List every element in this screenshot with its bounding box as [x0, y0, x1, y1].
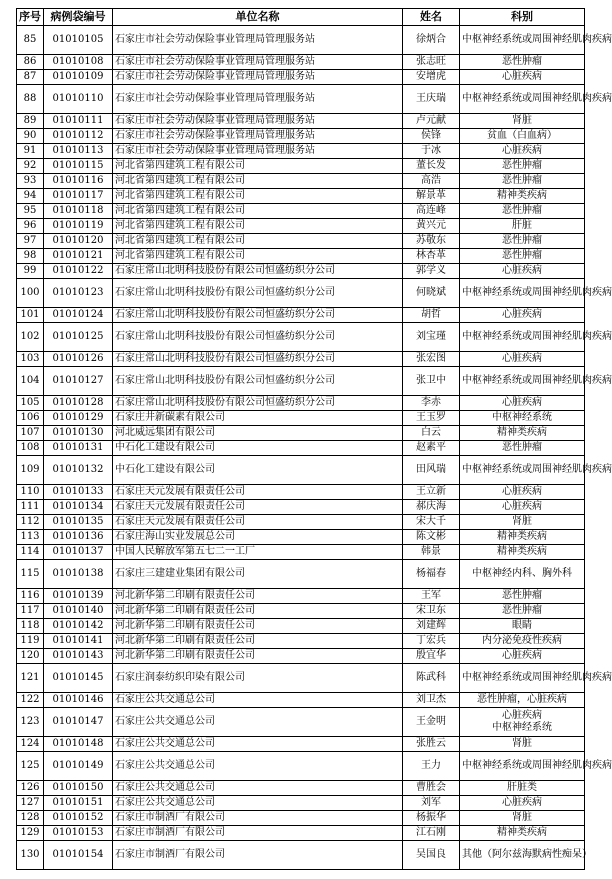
table-row — [17, 249, 585, 264]
department-category: 恶性肿瘤 — [460, 159, 585, 174]
employer-name: 石家庄公共交通总公司 — [113, 752, 403, 781]
employer-name: 石家庄市制酒厂有限公司 — [113, 826, 403, 841]
employer-name: 石家庄常山北明科技股份有限公司恒盛纺织分公司 — [113, 264, 403, 279]
person-name: 张志旺 — [403, 55, 460, 70]
table-row — [17, 55, 585, 70]
case-bag-number: 01010125 — [44, 323, 113, 352]
row-number: 107 — [17, 426, 44, 441]
department-category: 恶性肿瘤 — [460, 204, 585, 219]
table-row — [17, 708, 585, 737]
row-number: 128 — [17, 811, 44, 826]
employer-name: 石家庄市社会劳动保险事业管理局管理服务站 — [113, 85, 403, 114]
table-row — [17, 545, 585, 560]
table-row — [17, 308, 585, 323]
department-category: 肝脏 — [460, 219, 585, 234]
employer-name: 河北新华第二印刷有限责任公司 — [113, 619, 403, 634]
person-name: 宋大千 — [403, 515, 460, 530]
employer-name: 石家庄公共交通总公司 — [113, 737, 403, 752]
department-category: 心脏疾病 — [460, 70, 585, 85]
row-number: 98 — [17, 249, 44, 264]
table-row — [17, 515, 585, 530]
row-number: 87 — [17, 70, 44, 85]
employer-name: 石家庄市制酒厂有限公司 — [113, 841, 403, 870]
table-row — [17, 530, 585, 545]
department-category: 恶性肿瘤 — [460, 604, 585, 619]
case-bag-number: 01010113 — [44, 144, 113, 159]
case-bag-number: 01010149 — [44, 752, 113, 781]
table-row — [17, 441, 585, 456]
department-category: 心脏疾病 — [460, 264, 585, 279]
row-number: 93 — [17, 174, 44, 189]
person-name: 王军 — [403, 589, 460, 604]
header-name: 姓名 — [403, 9, 460, 26]
employer-name: 河北省第四建筑工程有限公司 — [113, 249, 403, 264]
employer-name: 石家庄润泰纺织印染有限公司 — [113, 664, 403, 693]
person-name: 江石刚 — [403, 826, 460, 841]
row-number: 104 — [17, 367, 44, 396]
department-category: 恶性肿瘤 — [460, 589, 585, 604]
person-name: 侯锋 — [403, 129, 460, 144]
person-name: 陈武科 — [403, 664, 460, 693]
row-number: 105 — [17, 396, 44, 411]
table-row — [17, 279, 585, 308]
department-category: 肾脏 — [460, 737, 585, 752]
employer-name: 河北省第四建筑工程有限公司 — [113, 159, 403, 174]
table-row — [17, 826, 585, 841]
person-name: 田风瑞 — [403, 456, 460, 485]
department-category: 心脏疾病 — [460, 396, 585, 411]
row-number: 106 — [17, 411, 44, 426]
department-category: 中枢神经系统或周围神经肌肉疾病 — [460, 752, 585, 781]
table-row — [17, 219, 585, 234]
employer-name: 石家庄三建建业集团有限公司 — [113, 560, 403, 589]
row-number: 97 — [17, 234, 44, 249]
table-row — [17, 693, 585, 708]
row-number: 123 — [17, 708, 44, 737]
table-row — [17, 737, 585, 752]
employer-name: 石家庄市社会劳动保险事业管理局管理服务站 — [113, 144, 403, 159]
case-bag-number: 01010110 — [44, 85, 113, 114]
department-category: 肾脏 — [460, 515, 585, 530]
case-bag-number: 01010150 — [44, 781, 113, 796]
case-bag-number: 01010130 — [44, 426, 113, 441]
case-bag-number: 01010139 — [44, 589, 113, 604]
row-number: 111 — [17, 500, 44, 515]
person-name: 吴国良 — [403, 841, 460, 870]
case-bag-number: 01010116 — [44, 174, 113, 189]
person-name: 刘卫杰 — [403, 693, 460, 708]
employer-name: 石家庄海山实业发展总公司 — [113, 530, 403, 545]
case-bag-number: 01010135 — [44, 515, 113, 530]
header-row — [17, 9, 585, 26]
department-category: 肾脏 — [460, 114, 585, 129]
table-row — [17, 189, 585, 204]
table-row — [17, 500, 585, 515]
person-name: 董长发 — [403, 159, 460, 174]
person-name: 苏敬东 — [403, 234, 460, 249]
person-name: 刘建辉 — [403, 619, 460, 634]
person-name: 刘军 — [403, 796, 460, 811]
table-row — [17, 85, 585, 114]
employer-name: 石家庄常山北明科技股份有限公司恒盛纺织分公司 — [113, 396, 403, 411]
row-number: 118 — [17, 619, 44, 634]
case-bag-number: 01010154 — [44, 841, 113, 870]
table-row — [17, 367, 585, 396]
department-category: 精神类疾病 — [460, 530, 585, 545]
case-bag-number: 01010105 — [44, 26, 113, 55]
person-name: 赵素平 — [403, 441, 460, 456]
table-row — [17, 411, 585, 426]
employer-name: 石家庄公共交通总公司 — [113, 708, 403, 737]
person-name: 郝庆海 — [403, 500, 460, 515]
department-category: 精神类疾病 — [460, 545, 585, 560]
person-name: 张卫中 — [403, 367, 460, 396]
employer-name: 河北省第四建筑工程有限公司 — [113, 234, 403, 249]
table-row — [17, 174, 585, 189]
row-number: 95 — [17, 204, 44, 219]
employer-name: 河北新华第二印刷有限责任公司 — [113, 634, 403, 649]
employer-name: 石家庄常山北明科技股份有限公司恒盛纺织分公司 — [113, 279, 403, 308]
department-category: 恶性肿瘤 — [460, 55, 585, 70]
case-bag-number: 01010143 — [44, 649, 113, 664]
row-number: 124 — [17, 737, 44, 752]
row-number: 122 — [17, 693, 44, 708]
employer-name: 石家庄市社会劳动保险事业管理局管理服务站 — [113, 70, 403, 85]
employer-name: 中石化工建设有限公司 — [113, 441, 403, 456]
case-bag-number: 01010121 — [44, 249, 113, 264]
employer-name: 河北新华第二印刷有限责任公司 — [113, 649, 403, 664]
row-number: 92 — [17, 159, 44, 174]
person-name: 徐炳合 — [403, 26, 460, 55]
row-number: 130 — [17, 841, 44, 870]
table-row — [17, 589, 585, 604]
person-name: 于冰 — [403, 144, 460, 159]
department-category: 中枢神经系统或周围神经肌肉疾病 — [460, 456, 585, 485]
row-number: 116 — [17, 589, 44, 604]
department-category: 中枢神经系统或周围神经肌肉疾病 — [460, 85, 585, 114]
department-category: 恶性肿瘤 — [460, 441, 585, 456]
case-bag-number: 01010151 — [44, 796, 113, 811]
employer-name: 石家庄常山北明科技股份有限公司恒盛纺织分公司 — [113, 323, 403, 352]
row-number: 129 — [17, 826, 44, 841]
employer-name: 石家庄市社会劳动保险事业管理局管理服务站 — [113, 55, 403, 70]
department-category: 贫血（白血病） — [460, 129, 585, 144]
employer-name: 石家庄天元发展有限责任公司 — [113, 500, 403, 515]
person-name: 王金明 — [403, 708, 460, 737]
employer-name: 石家庄公共交通总公司 — [113, 796, 403, 811]
department-category: 中枢神经系统 — [460, 411, 585, 426]
person-name: 曹胜会 — [403, 781, 460, 796]
employer-name: 石家庄市社会劳动保险事业管理局管理服务站 — [113, 26, 403, 55]
case-bag-number: 01010127 — [44, 367, 113, 396]
case-bag-number: 01010132 — [44, 456, 113, 485]
row-number: 91 — [17, 144, 44, 159]
table-row — [17, 560, 585, 589]
person-name: 韩景 — [403, 545, 460, 560]
row-number: 117 — [17, 604, 44, 619]
table-row — [17, 796, 585, 811]
row-number: 114 — [17, 545, 44, 560]
table-row — [17, 323, 585, 352]
department-category: 中枢神经系统或周围神经肌肉疾病 — [460, 367, 585, 396]
table-row — [17, 129, 585, 144]
person-name: 王力 — [403, 752, 460, 781]
department-category: 心脏疾病 — [460, 796, 585, 811]
employer-name: 石家庄公共交通总公司 — [113, 693, 403, 708]
employer-name: 石家庄井新碳素有限公司 — [113, 411, 403, 426]
case-bag-number: 01010142 — [44, 619, 113, 634]
person-name: 卢元献 — [403, 114, 460, 129]
person-name: 解景革 — [403, 189, 460, 204]
table-row — [17, 664, 585, 693]
row-number: 102 — [17, 323, 44, 352]
department-category: 精神类疾病 — [460, 826, 585, 841]
person-name: 白云 — [403, 426, 460, 441]
table-row — [17, 604, 585, 619]
department-category: 精神类疾病 — [460, 189, 585, 204]
case-bag-number: 01010126 — [44, 352, 113, 367]
case-bag-number: 01010141 — [44, 634, 113, 649]
document-page — [16, 8, 612, 870]
department-category: 中枢神经系统或周围神经肌肉疾病 — [460, 26, 585, 55]
case-bag-number: 01010134 — [44, 500, 113, 515]
employer-name: 石家庄市制酒厂有限公司 — [113, 811, 403, 826]
table-row — [17, 426, 585, 441]
table-body — [17, 26, 612, 870]
person-name: 殷宜华 — [403, 649, 460, 664]
table-row — [17, 264, 585, 279]
table-row — [17, 456, 585, 485]
department-category: 中枢神经系统或周围神经肌肉疾病 — [460, 664, 585, 693]
row-number: 88 — [17, 85, 44, 114]
case-bag-number: 01010117 — [44, 189, 113, 204]
case-bag-number: 01010138 — [44, 560, 113, 589]
table-row — [17, 234, 585, 249]
row-number: 121 — [17, 664, 44, 693]
person-name: 林杏革 — [403, 249, 460, 264]
case-bag-number: 01010128 — [44, 396, 113, 411]
table-row — [17, 204, 585, 219]
row-number: 94 — [17, 189, 44, 204]
employer-name: 石家庄天元发展有限责任公司 — [113, 485, 403, 500]
department-category: 心脏疾病 — [460, 144, 585, 159]
department-category: 精神类疾病 — [460, 426, 585, 441]
case-bag-number: 01010153 — [44, 826, 113, 841]
person-name: 王庆瑞 — [403, 85, 460, 114]
table-row — [17, 26, 585, 55]
case-bag-number: 01010129 — [44, 411, 113, 426]
row-number: 119 — [17, 634, 44, 649]
case-bag-number: 01010131 — [44, 441, 113, 456]
case-bag-number: 01010122 — [44, 264, 113, 279]
person-name: 刘宝瑾 — [403, 323, 460, 352]
row-number: 125 — [17, 752, 44, 781]
department-category: 恶性肿瘤 — [460, 249, 585, 264]
case-bag-number: 01010147 — [44, 708, 113, 737]
department-category: 心脏疾病 中枢神经系统 — [460, 708, 585, 737]
table-row — [17, 841, 585, 870]
header-category: 科别 — [460, 9, 585, 26]
case-bag-number: 01010115 — [44, 159, 113, 174]
header-seq: 序号 — [17, 9, 44, 26]
table-row — [17, 649, 585, 664]
row-number: 115 — [17, 560, 44, 589]
case-bag-number: 01010140 — [44, 604, 113, 619]
person-name: 陈文彬 — [403, 530, 460, 545]
row-number: 112 — [17, 515, 44, 530]
department-category: 中枢神经系统或周围神经肌肉疾病 — [460, 323, 585, 352]
case-bag-number: 01010109 — [44, 70, 113, 85]
department-category: 心脏疾病 — [460, 500, 585, 515]
case-bag-number: 01010108 — [44, 55, 113, 70]
person-name: 杨福春 — [403, 560, 460, 589]
department-category: 心脏疾病 — [460, 308, 585, 323]
employer-name: 河北威远集团有限公司 — [113, 426, 403, 441]
row-number: 120 — [17, 649, 44, 664]
table-row — [17, 70, 585, 85]
row-number: 109 — [17, 456, 44, 485]
table-row — [17, 619, 585, 634]
department-category: 肾脏 — [460, 811, 585, 826]
employer-name: 石家庄常山北明科技股份有限公司恒盛纺织分公司 — [113, 367, 403, 396]
employer-name: 河北省第四建筑工程有限公司 — [113, 174, 403, 189]
case-bag-number: 01010152 — [44, 811, 113, 826]
employer-name: 石家庄市社会劳动保险事业管理局管理服务站 — [113, 114, 403, 129]
person-name: 王立新 — [403, 485, 460, 500]
table-row — [17, 811, 585, 826]
case-bag-number: 01010136 — [44, 530, 113, 545]
row-number: 89 — [17, 114, 44, 129]
person-name: 丁宏兵 — [403, 634, 460, 649]
employer-name: 中国人民解放军第五七二一工厂 — [113, 545, 403, 560]
person-name: 郭学义 — [403, 264, 460, 279]
table-row — [17, 352, 585, 367]
row-number: 99 — [17, 264, 44, 279]
person-name: 李赤 — [403, 396, 460, 411]
table-row — [17, 144, 585, 159]
row-number: 86 — [17, 55, 44, 70]
person-name: 安增虎 — [403, 70, 460, 85]
row-number: 110 — [17, 485, 44, 500]
department-category: 心脏疾病 — [460, 485, 585, 500]
person-name: 高浩 — [403, 174, 460, 189]
case-bag-number: 01010133 — [44, 485, 113, 500]
department-category: 心脏疾病 — [460, 352, 585, 367]
row-number: 96 — [17, 219, 44, 234]
case-bag-number: 01010119 — [44, 219, 113, 234]
case-bag-number: 01010118 — [44, 204, 113, 219]
row-number: 85 — [17, 26, 44, 55]
case-bag-number: 01010137 — [44, 545, 113, 560]
person-name: 宋卫东 — [403, 604, 460, 619]
case-bag-number: 01010145 — [44, 664, 113, 693]
person-name: 黄兴元 — [403, 219, 460, 234]
person-name: 高连峰 — [403, 204, 460, 219]
department-category: 恶性肿瘤，心脏疾病 — [460, 693, 585, 708]
employer-name: 石家庄常山北明科技股份有限公司恒盛纺织分公司 — [113, 352, 403, 367]
employer-name: 河北省第四建筑工程有限公司 — [113, 204, 403, 219]
department-category: 心脏疾病 — [460, 649, 585, 664]
case-bag-number: 01010146 — [44, 693, 113, 708]
row-number: 127 — [17, 796, 44, 811]
row-number: 113 — [17, 530, 44, 545]
table-row — [17, 396, 585, 411]
department-category: 恶性肿瘤 — [460, 174, 585, 189]
department-category: 肝脏类 — [460, 781, 585, 796]
employer-name: 石家庄常山北明科技股份有限公司恒盛纺织分公司 — [113, 308, 403, 323]
department-category: 中枢神经内科、胸外科 — [460, 560, 585, 589]
department-category: 眼睛 — [460, 619, 585, 634]
header-code: 病例袋编号 — [44, 9, 113, 26]
row-number: 103 — [17, 352, 44, 367]
employer-name: 河北省第四建筑工程有限公司 — [113, 189, 403, 204]
table-row — [17, 634, 585, 649]
row-number: 108 — [17, 441, 44, 456]
person-name: 杨振华 — [403, 811, 460, 826]
employer-name: 石家庄市社会劳动保险事业管理局管理服务站 — [113, 129, 403, 144]
row-number: 126 — [17, 781, 44, 796]
table-row — [17, 114, 585, 129]
header-unit: 单位名称 — [113, 9, 403, 26]
table-row — [17, 159, 585, 174]
row-number: 101 — [17, 308, 44, 323]
person-name: 张宏图 — [403, 352, 460, 367]
person-name: 王玉罗 — [403, 411, 460, 426]
person-name: 张胜云 — [403, 737, 460, 752]
case-bag-number: 01010111 — [44, 114, 113, 129]
department-category: 恶性肿瘤 — [460, 234, 585, 249]
department-category: 中枢神经系统或周围神经肌肉疾病 — [460, 279, 585, 308]
case-table — [16, 8, 612, 870]
case-bag-number: 01010120 — [44, 234, 113, 249]
table-row — [17, 752, 585, 781]
case-bag-number: 01010123 — [44, 279, 113, 308]
employer-name: 石家庄公共交通总公司 — [113, 781, 403, 796]
case-bag-number: 01010112 — [44, 129, 113, 144]
row-number: 100 — [17, 279, 44, 308]
department-category: 其他（阿尔兹海默病性痴呆） — [460, 841, 585, 870]
department-category: 内分泌免疫性疾病 — [460, 634, 585, 649]
employer-name: 河北新华第二印刷有限责任公司 — [113, 604, 403, 619]
employer-name: 石家庄天元发展有限责任公司 — [113, 515, 403, 530]
table-row — [17, 781, 585, 796]
employer-name: 河北新华第二印刷有限责任公司 — [113, 589, 403, 604]
case-bag-number: 01010124 — [44, 308, 113, 323]
table-row — [17, 485, 585, 500]
person-name: 何晓斌 — [403, 279, 460, 308]
case-bag-number: 01010148 — [44, 737, 113, 752]
employer-name: 中石化工建设有限公司 — [113, 456, 403, 485]
person-name: 胡哲 — [403, 308, 460, 323]
row-number: 90 — [17, 129, 44, 144]
employer-name: 河北省第四建筑工程有限公司 — [113, 219, 403, 234]
